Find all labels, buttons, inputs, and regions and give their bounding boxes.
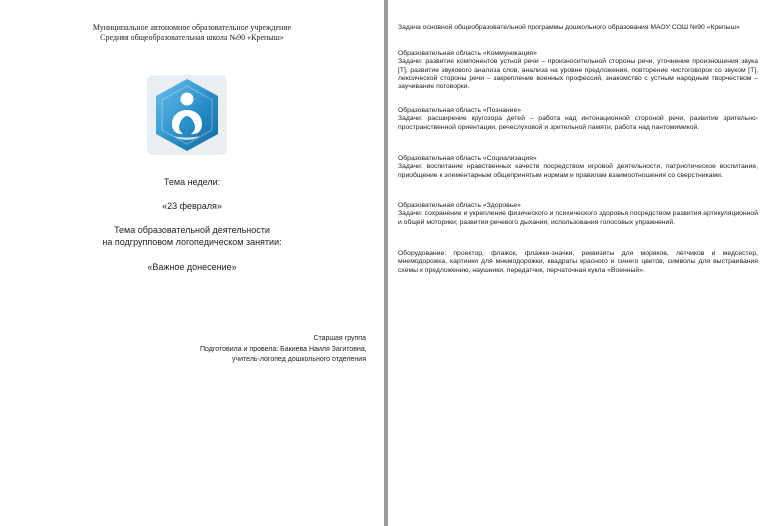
activity-title-line-1: Тема образовательной деятельности	[114, 225, 270, 235]
equipment-list: Оборудование: проектор, флажок, флажки-значки, реквизиты для моряков, летчиков и медсестер, мнемодорожка, картинки для мнемодорожки, квадраты красного и синего цветов, символы для выстраивания схемы к предложению, наушники, передатчик, перчаточная кукла «Военный».	[398, 250, 758, 274]
section-text: Задачи: воспитание нравственных качеств посредством игровой деятельности, патриотическое воспитание, приобщение к элементарным общепринятым нормам и правилам взаимоотношения со сверстниками.	[398, 163, 758, 179]
section-text: Задачи: сохранение и укрепление физического и психического здоровья посредством развития артикуляционной и общей моторики; развития речевого дыхания; использования голосовых упражнений.	[398, 210, 758, 226]
section-title: Образовательная область «Познание»	[398, 107, 522, 114]
section-text: Задачи: развитие компонентов устной речи – произносительной стороны речи, уточнение произношения звука [Т], развитие звукового анализа слов, анализа на уровне предложения, повторение чистоговорок со звуком [Т], лексической стороны речи – закрепление военных профессий, знакомство с устным народным творчеством – заучивание поговорки.	[398, 58, 758, 91]
section-socialization	[398, 155, 758, 180]
activity-title-line-2: на подгрупповом логопедическом занятии:	[102, 237, 282, 247]
title-page	[0, 0, 384, 526]
section-health	[398, 202, 758, 227]
institution-line-1: Муниципальное автономное образовательное учреждение	[92, 23, 292, 32]
section-cognition	[398, 107, 758, 132]
week-theme-label: Тема недели:	[163, 177, 221, 187]
section-title: Образовательная область «Социализация»	[398, 155, 537, 162]
activity-name: «Важное донесение»	[147, 262, 237, 272]
author-line-1: Подготовила и провела: Бакиева Наиля Загитовна,	[200, 346, 367, 353]
section-title: Образовательная область «Здоровье»	[398, 202, 521, 209]
school-logo-icon	[146, 74, 228, 156]
institution-line-2: Средняя общеобразовательная школа №90 «Крепыш»	[100, 33, 284, 42]
section-text: Задачи: расширение кругозора детей – работа над интонационной стороной речи, развитие зрительно-пространственной ориентации, речеслуховой и зрительной памяти, работа над пантомимикой.	[398, 115, 758, 131]
section-communication	[398, 50, 758, 91]
author-line-2: учитель-логопед дошкольного отделения	[231, 356, 366, 363]
week-theme: «23 февраля»	[162, 201, 222, 211]
group-label: Старшая группа	[313, 335, 366, 342]
section-title: Образовательная область «Коммуникация»	[398, 50, 537, 57]
content-page	[388, 0, 770, 526]
program-intro: Задача основной общеобразовательной программы дошкольного образования МАОУ СОШ №90 «Крепыш»	[398, 24, 740, 31]
